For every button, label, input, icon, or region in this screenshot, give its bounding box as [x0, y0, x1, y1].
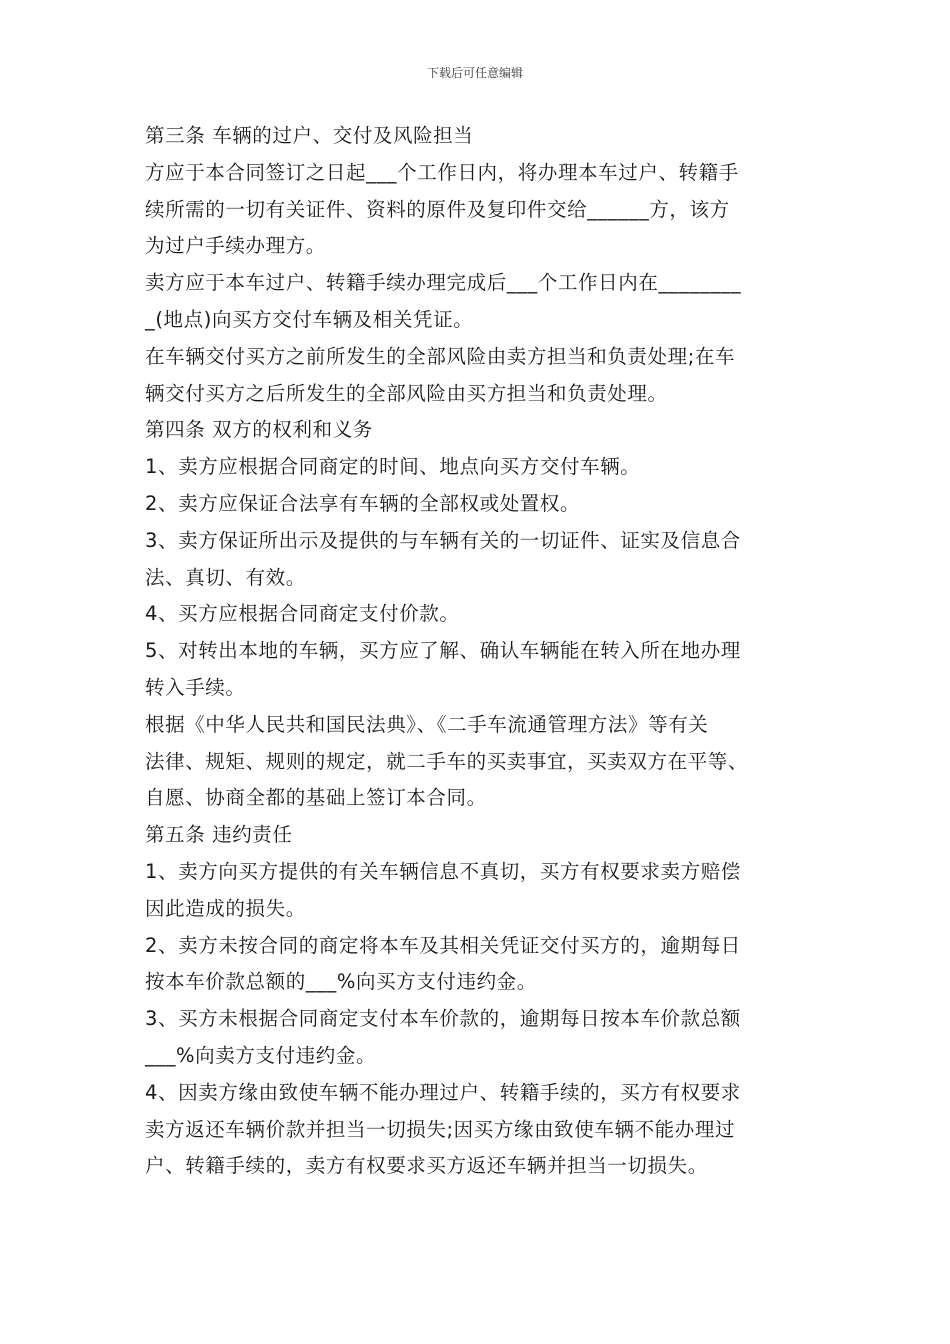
paragraph-line: 1、卖方向买方提供的有关车辆信息不真切，买方有权要求卖方赔偿 [145, 859, 741, 883]
paragraph-line: 因此造成的损失。 [145, 896, 306, 920]
page-header: 下载后可任意编辑 [426, 66, 523, 80]
paragraph-line: 方应于本合同签订之日起___个工作日内，将办理本车过户、转籍手 [145, 160, 739, 184]
paragraph-line: 按本车价款总额的___%向买方支付违约金。 [145, 970, 537, 994]
paragraph-line: 3、买方未根据合同商定支付本车价款的，逾期每日按本车价款总额 [145, 1007, 741, 1031]
paragraph-line: 1、卖方应根据合同商定的时间、地点向买方交付车辆。 [145, 455, 641, 479]
paragraph-line: 4、买方应根据合同商定支付价款。 [145, 602, 460, 626]
document-body [145, 118, 810, 1185]
paragraph-line: 续所需的一切有关证件、资料的原件及复印件交给______方，该方 [145, 197, 730, 221]
paragraph-line: 卖方应于本车过户、转籍手续办理完成后___个工作日内在________ [145, 271, 742, 295]
paragraph-line: _(地点)向买方交付车辆及相关凭证。 [145, 307, 474, 331]
paragraph-line: 法律、规矩、规则的规定，就二手车的买卖事宜，买卖双方在平等、 [145, 749, 749, 773]
paragraph-line: ___%向卖方支付违约金。 [145, 1043, 377, 1067]
paragraph-line: 5、对转出本地的车辆，买方应了解、确认车辆能在转入所在地办理 [145, 639, 741, 663]
paragraph-line: 为过户手续办理方。 [145, 234, 326, 258]
paragraph-line: 户、转籍手续的，卖方有权要求买方返还车辆并担当一切损失。 [145, 1154, 708, 1178]
section-heading: 第三条 车辆的过户、交付及风险担当 [145, 124, 474, 147]
paragraph-line: 辆交付买方之后所发生的全部风险由买方担当和负责处理。 [145, 381, 668, 405]
paragraph-line: 2、卖方应保证合法享有车辆的全部权或处置权。 [145, 491, 581, 515]
paragraph-line: 转入手续。 [145, 675, 246, 699]
paragraph-line: 在车辆交付买方之前所发生的全部风险由卖方担当和负责处理;在车 [145, 344, 736, 368]
paragraph-line: 自愿、协商全都的基础上签订本合同。 [145, 786, 487, 810]
paragraph-line: 法、真切、有效。 [145, 565, 306, 589]
section-heading: 第四条 双方的权利和义务 [145, 418, 373, 442]
paragraph-line: 2、卖方未按合同的商定将本车及其相关凭证交付买方的，逾期每日 [145, 933, 741, 957]
paragraph-line: 根据《中华人民共和国民法典》、《二手车流通管理方法》等有关 [145, 712, 709, 736]
paragraph-line: 4、因卖方缘由致使车辆不能办理过户、转籍手续的，买方有权要求 [145, 1080, 741, 1104]
paragraph-line: 3、卖方保证所出示及提供的与车辆有关的一切证件、证实及信息合 [145, 528, 741, 552]
section-heading: 第五条 违约责任 [145, 823, 293, 847]
paragraph-line: 卖方返还车辆价款并担当一切损失;因买方缘由致使车辆不能办理过 [145, 1117, 736, 1141]
